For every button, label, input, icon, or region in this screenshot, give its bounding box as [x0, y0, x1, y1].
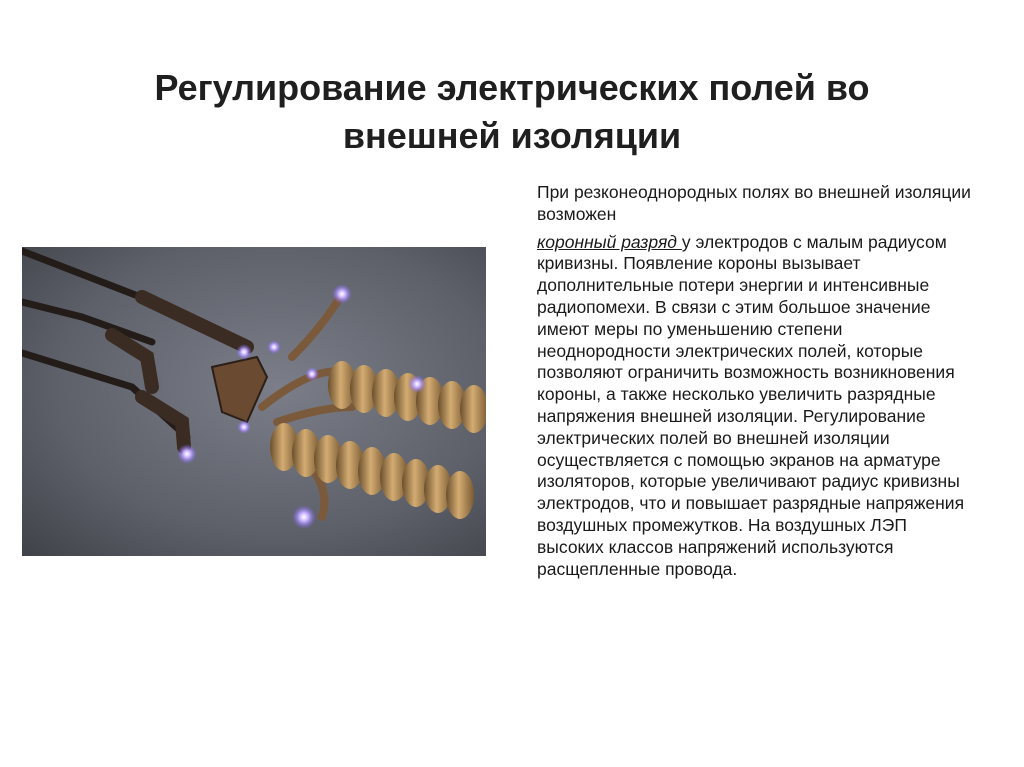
slide-title	[60, 64, 964, 160]
paragraph-intro: При резконеоднородных полях во внешней изоляции возможен	[537, 182, 971, 224]
term-corona-discharge: коронный разряд	[537, 231, 682, 252]
corona-discharge-photo	[22, 247, 486, 556]
paragraph-main-text: у электродов с малым радиусом кривизны. Появление короны вызывает дополнительные потери энергии и интенсивные радиопомехи. В связи с этим большое значение имеют меры по уменьшению степени неоднородности электрических полей, которые позволяют ограничить возможность возникновения короны, а также несколько увеличить разрядные напряжения внешней изоляции. Регулирование электрических полей во внешней изоляции осуществляется с помощью экранов на арматуре изоляторов, которые увеличивают радиус кривизны электродов, что и повышает разрядные напряжения воздушных промежутков. На воздушных ЛЭП высоких классов напряжений используются расщепленные провода.	[537, 231, 965, 579]
paragraph-main	[537, 232, 977, 581]
body-text	[537, 182, 977, 586]
title-line-1: Регулирование электрических полей во	[154, 67, 870, 109]
title-line-2: внешней изоляции	[342, 115, 682, 157]
